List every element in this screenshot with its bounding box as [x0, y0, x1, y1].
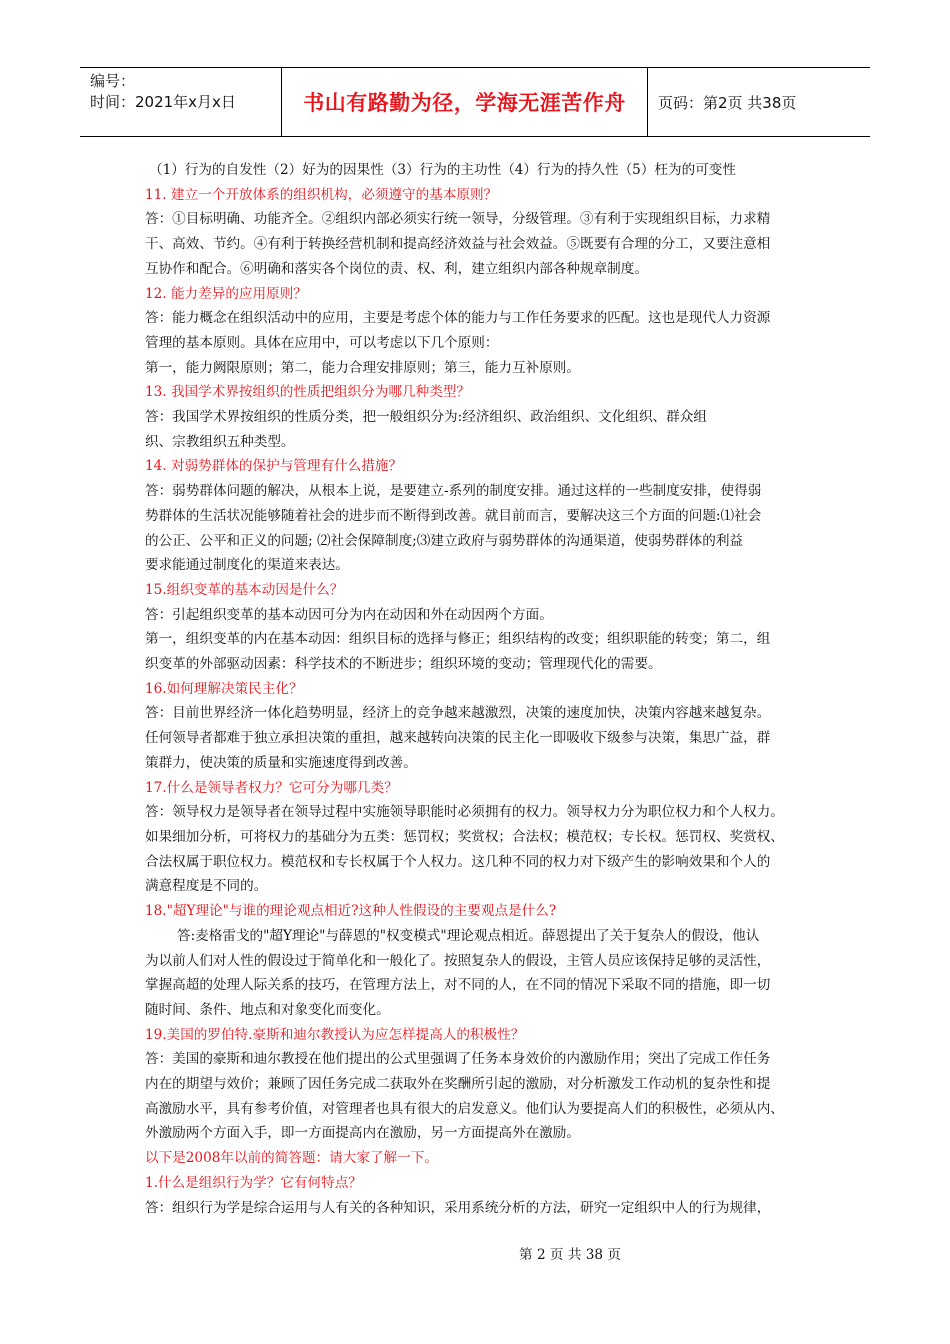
header-motto: 书山有路勤为径，学海无涯苦作舟 — [282, 68, 648, 136]
body-text-line: 的公正、公平和正义的问题; ⑵社会保障制度;⑶建立政府与弱势群体的沟通渠道，使弱势群体的利益 — [145, 532, 744, 549]
question-heading: 以下是2008年以前的简答题：请大家了解一下。 — [145, 1150, 438, 1167]
body-text-line: 随时间、条件、地点和对象变化而变化。 — [145, 1001, 390, 1018]
body-text-line: 答：①目标明确、功能齐全。②组织内部必须实行统一领导，分级管理。③有利于实现组织目标，力求精 — [145, 211, 771, 228]
question-heading: 16.如何理解决策民主化？ — [145, 680, 303, 697]
body-text-line: 要求能通过制度化的渠道来表达。 — [145, 557, 349, 574]
body-text-line: 答：美国的豪斯和迪尔教授在他们提出的公式里强调了任务本身效价的内激励作用；突出了完成工作任务 — [145, 1051, 771, 1068]
body-text-line: 织、宗教组织五种类型。 — [145, 433, 295, 450]
body-text-line: 势群体的生活状况能够随着社会的进步而不断得到改善。就目前而言，要解决这三个方面的问题:⑴社会 — [145, 507, 762, 524]
page-header — [80, 67, 870, 137]
question-heading: 15.组织变革的基本动因是什么？ — [145, 581, 344, 598]
body-text-line: 掌握高超的处理人际关系的技巧，在管理方法上，对不同的人，在不同的情况下采取不同的措施，即一切 — [145, 977, 771, 994]
body-text-line: 干、高效、节约。④有利于转换经营机制和提高经济效益与社会效益。⑤既要有合理的分工，又要注意相 — [145, 236, 771, 253]
body-text-line: 答:麦格雷戈的"超Y理论"与薛恩的"权变模式"理论观点相近。薛恩提出了关于复杂人的假设，他认 — [177, 927, 760, 944]
body-text-line: 合法权属于职位权力。模范权和专长权属于个人权力。这几种不同的权力对下级产生的影响效果和个人的 — [145, 853, 771, 870]
page-footer: 第 2 页 共 38 页 — [519, 1247, 621, 1263]
question-heading: 14. 对弱势群体的保护与管理有什么措施？ — [145, 458, 403, 475]
body-text-line: 互协作和配合。⑥明确和落实各个岗位的责、权、利，建立组织内部各种规章制度。 — [145, 260, 648, 277]
body-text-line: 第一，能力阙限原则；第二，能力合理安排原则；第三，能力互补原则。 — [145, 359, 580, 376]
body-text-line: （1）行为的自发性（2）好为的因果性（3）行为的主功性（4）行为的持久性（5）枉为的可变性 — [149, 162, 736, 178]
question-heading: 12. 能力差异的应用原则？ — [145, 285, 307, 302]
body-text-line: 答：目前世界经济一体化趋势明显，经济上的竞争越来越激烈，决策的速度加快，决策内容越来越复杂。 — [145, 705, 771, 722]
document-body — [145, 158, 813, 1220]
question-heading: 13. 我国学术界按组织的性质把组织分为哪几种类型？ — [145, 384, 471, 401]
body-text-line: 答：引起组织变革的基本动因可分为内在动因和外在动因两个方面。 — [145, 606, 553, 623]
body-text-line: 答：能力概念在组织活动中的应用，主要是考虑个体的能力与工作任务要求的匹配。这也是现代人力资源 — [145, 310, 771, 327]
question-heading: 19.美国的罗伯特.豪斯和迪尔教授认为应怎样提高人的积极性？ — [145, 1026, 525, 1043]
body-text-line: 答：组织行为学是综合运用与人有关的各种知识，采用系统分析的方法，研究一定组织中人的行为规律， — [145, 1199, 771, 1216]
body-text-line: 管理的基本原则。具体在应用中，可以考虑以下几个原则： — [145, 334, 499, 351]
body-text-line: 内在的期望与效价；兼顾了因任务完成二获取外在奖酬所引起的激励，对分析激发工作动机的复杂性和提 — [145, 1076, 771, 1093]
body-text-line: 答：我国学术界按组织的性质分类，把一般组织分为:经济组织、政治组织、文化组织、群众组 — [145, 409, 707, 426]
body-text-line: 为以前人们对人性的假设过于简单化和一般化了。按照复杂人的假设，主管人员应该保持足够的灵活性， — [145, 952, 771, 969]
header-page-info: 页码：第2页 共38页 — [658, 93, 797, 112]
question-heading: 18."超Y理论"与谁的理论观点相近?这种人性假设的主要观点是什么? — [145, 903, 557, 920]
body-text-line: 答：弱势群体问题的解决，从根本上说，是要建立-系列的制度安排。通过这样的一些制度安排，使得弱 — [145, 483, 762, 500]
question-heading: 17.什么是领导者权力？它可分为哪几类？ — [145, 779, 398, 796]
body-text-line: 答：领导权力是领导者在领导过程中实施领导职能时必须拥有的权力。领导权力分为职位权力和个人权力。 — [145, 804, 784, 821]
body-text-line: 第一，组织变革的内在基本动因：组织目标的选择与修正；组织结构的改变；组织职能的转变；第二，组 — [145, 631, 771, 648]
body-text-line: 任何领导者都难于独立承担决策的重担，越来越转向决策的民主化一即吸收下级参与决策，集思广益，群 — [145, 730, 771, 747]
body-text-line: 织变革的外部驱动因素：科学技术的不断进步；组织环境的变动；管理现代化的需要。 — [145, 656, 662, 673]
question-heading: 11. 建立一个开放体系的组织机构，必须遵守的基本原则？ — [145, 186, 498, 203]
body-text-line: 高激励水平，具有参考价值，对管理者也具有很大的启发意义。他们认为要提高人们的积极性，必须从内、 — [145, 1100, 784, 1117]
body-text-line: 外激励两个方面入手，即一方面提高内在激励，另一方面提高外在激励。 — [145, 1125, 580, 1142]
question-heading: 1.什么是组织行为学？它有何特点？ — [145, 1174, 362, 1191]
body-text-line: 如果细加分析，可将权力的基础分为五类：惩罚权；奖赏权；合法权；模范权；专长权。惩罚权、奖赏权、 — [145, 828, 784, 845]
header-meta — [80, 68, 282, 136]
body-text-line: 策群力，使决策的质量和实施速度得到改善。 — [145, 754, 417, 771]
body-text-line: 满意程度是不同的。 — [145, 878, 268, 895]
document-number-label: 编号： — [90, 72, 136, 90]
document-date: 时间：2021年x月x日 — [90, 93, 236, 111]
